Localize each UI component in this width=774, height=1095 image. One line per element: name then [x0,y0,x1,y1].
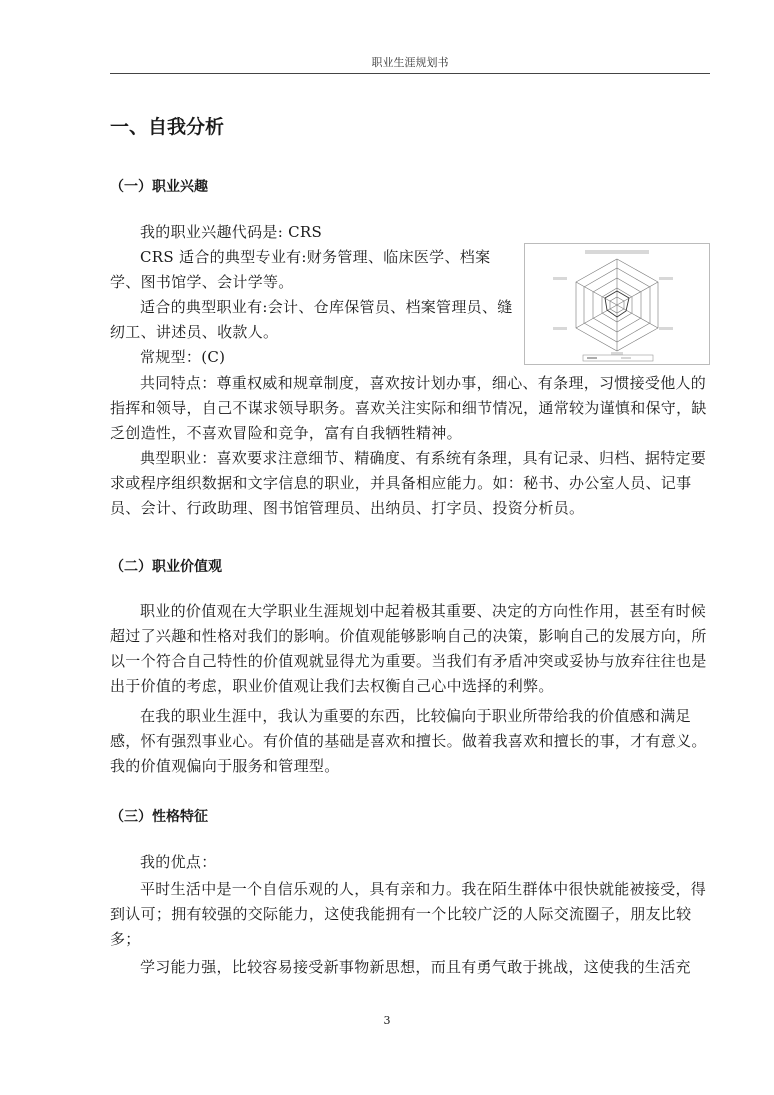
radar-chart-icon [525,244,709,364]
header-divider [110,73,710,74]
jobs-paragraph: 适合的典型职业有:会计、仓库保管员、档案管理员、缝纫工、讲述员、收款人。 [110,298,513,341]
strengths-label: 我的优点： [140,853,217,871]
majors-paragraph: CRS 适合的典型专业有:财务管理、临床医学、档案学、图书馆学、会计学等。 [110,248,491,291]
subsection-title-values: （二）职业价值观 [110,559,222,575]
subsection-title-interest: （一）职业兴趣 [110,179,208,195]
running-header: 职业生涯规划书 [371,56,449,69]
page-number: 3 [383,1014,391,1027]
strengths-paragraph-2: 学习能力强，比较容易接受新事物新思想，而且有勇气敢于挑战，这使我的生活充 [140,958,691,976]
radar-chart-figure [524,243,710,365]
strengths-paragraph-1: 平时生活中是一个自信乐观的人，具有亲和力。我在陌生群体中很快就能被接受，得到认可；拥有较强的交际能力，这使我能拥有一个比较广泛的人际交流圈子，朋友比较多； [110,880,707,948]
interest-code-paragraph: 我的职业兴趣代码是: CRS [140,223,323,241]
values-paragraph-2: 在我的职业生涯中，我认为重要的东西，比较偏向于职业所带给我的价值感和满足感，怀有强烈事业心。有价值的基础是喜欢和擅长。做着我喜欢和擅长的事，才有意义。我的价值观偏向于服务和管理型。 [110,707,707,775]
values-paragraph-1: 职业的价值观在大学职业生涯规划中起着极其重要、决定的方向性作用，甚至有时候超过了兴趣和性格对我们的影响。价值观能够影响自己的决策，影响自己的发展方向，所以一个符合自己特性的价值观就显得尤为重要。当我们有矛盾冲突或妥协与放弃往往也是出于价值的考虑，职业价值观让我们去权衡自己心中选择的利弊。 [110,602,707,695]
subsection-title-personality: （三）性格特征 [110,809,208,825]
section-title-self-analysis: 一、自我分析 [110,116,225,138]
type-label: 常规型：(C) [140,348,226,366]
typical-jobs-paragraph: 典型职业：喜欢要求注意细节、精确度、有系统有条理，具有记录、归档、据特定要求或程序组织数据和文字信息的职业，并具备相应能力。如：秘书、办公室人员、记事员、会计、行政助理、图书馆管理员、出纳员、打字员、投资分析员。 [110,449,707,517]
common-traits-paragraph: 共同特点：尊重权威和规章制度，喜欢按计划办事，细心、有条理，习惯接受他人的指挥和领导，自己不谋求领导职务。喜欢关注实际和细节情况，通常较为谨慎和保守，缺乏创造性，不喜欢冒险和竞争，富有自我牺牲精神。 [110,374,707,442]
